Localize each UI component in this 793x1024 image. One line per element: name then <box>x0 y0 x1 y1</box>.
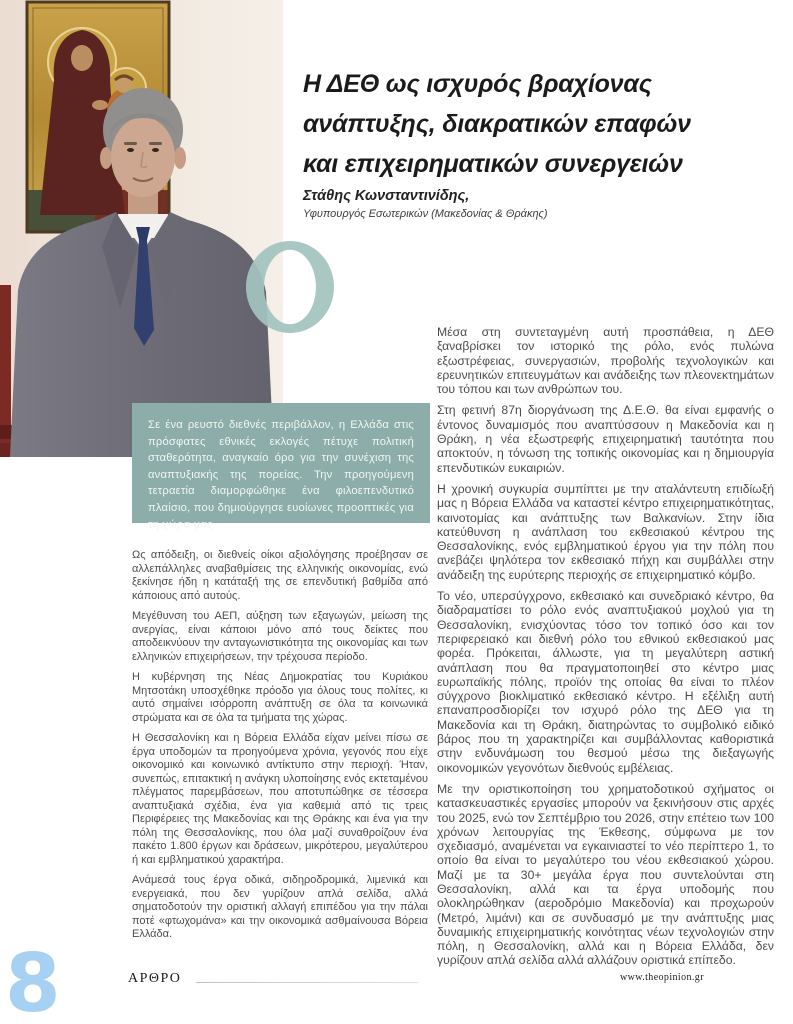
paragraph: Η κυβέρνηση της Νέας Δημοκρατίας του Κυριάκου Μητσοτάκη υποσχέθηκε πρόοδο για όλους τους πολίτες, κι αυτό σημαίνει ισόρροπη ανάπτυξη σε όλα τα κοινωνικά στρώματα και σε όλα τα τμήματα της χώρας. <box>132 671 428 724</box>
paragraph: Μεγέθυνση του ΑΕΠ, αύξηση των εξαγωγών, μείωση της ανεργίας, είναι κάποιοι μόνο από τους δείκτες που αποδεικνύουν την ανταγωνιστικότητα της οικονομίας και των ελληνικών επιχειρήσεων, την τρέχουσα περίοδο. <box>132 610 428 663</box>
section-label: ΑΡΘΡΟ <box>128 971 182 986</box>
paragraph: Το νέο, υπερσύγχρονο, εκθεσιακό και συνεδριακό κέντρο, θα διαδραματίσει το ρόλο ενός αναπτυξιακού μοχλού για τη Θεσσαλονίκη, ενισχύοντας τόσο τον τοπικό όσο και τον περιφερειακό και διεθνή ρόλο του εθνικού εκθεσιακού μας φορέα. Πρόκειται, άλλωστε, για τη μεγαλύτερη αστική ανάπλαση που θα πραγματοποιηθεί στο κέντρο μιας ευρωπαϊκής πόλης, προϊόν της οποίας θα είναι το πλέον σύγχρονο βιοκλιματικό εκθεσιακό κέντρο. Η εξέλιξη αυτή επαναπροσδιορίζει τον ισχυρό ρόλο της ΔΕΘ για τη Μακεδονία και τη Θράκη, διατηρώντας το συμβολικό ειδικό βάρος που τη χαρακτηρίζει και συμβάλλοντας καθοριστικά στην ενδυνάμωση του θεσμού μέσω της διεξαγωγής οικονομικών γεγονότων διεθνούς εμβέλειας. <box>437 589 774 775</box>
paragraph: Μέσα στη συντεταγμένη αυτή προσπάθεια, η ΔΕΘ ξαναβρίσκει τον ιστορικό της ρόλο, ενός πυλώνα εξωστρέφειας, συνεργασιών, προβολής τεχνολογικών και ερευνητικών επιτευγμάτων και ανάδειξης των πλεονεκτημάτων του τόπου και των ανθρώπων του. <box>437 325 774 397</box>
dropcap-o-icon <box>244 239 336 335</box>
intro-callout-box <box>132 403 430 531</box>
page-number: 8 <box>5 937 61 1024</box>
paragraph: Η χρονική συγκυρία συμπίπτει με την αταλάντευτη επιδίωξή μας η Βόρεια Ελλάδα να καταστεί κέντρο επιχειρηματικότητας, καινοτομίας και ανάπτυξης των Βαλκανίων. Στην ίδια κατεύθυνση η ανάπλαση του εκθεσιακού κέντρου της Θεσσαλονίκης, ενός εμβληματικού έργου για την πόλη που ανεβάζει ψηλότερα τον εκθεσιακό πήχη και συμβάλλει στην ανάδειξη της ευρύτερης περιοχής σε επιχειρηματικό κόμβο. <box>437 481 774 582</box>
author-name: Στάθης Κωνσταντινίδης, <box>303 188 470 204</box>
author-role: Υφυπουργός Εσωτερικών (Μακεδονίας & Θράκης) <box>303 208 548 220</box>
article-title-line-2: ανάπτυξης, διακρατικών επαφών <box>303 110 691 138</box>
article-title-line-1: Η ΔΕΘ ως ισχυρός βραχίονας <box>303 70 652 98</box>
website-url: www.theopinion.gr <box>620 972 704 983</box>
footer-divider-line <box>196 982 418 983</box>
article-header <box>303 64 743 220</box>
author-photo-graphic <box>0 0 283 457</box>
paragraph: Με την οριστικοποίηση του χρηματοδοτικού σχήματος οι κατασκευαστικές εργασίες μπορούν να ξεκινήσουν στις αρχές του 2025, ενώ τον Σεπτέμβριο του 2026, στην επέτειο των 100 χρόνων λειτουργίας της Έκθεσης, σύμφωνα με τον σχεδιασμό, αναμένεται να εγκαινιαστεί το νέο περίπτερο 1, το οποίο θα είναι το μεγαλύτερο του νέου εκθεσιακού χώρου. Μαζί με τα 30+ μεγάλα έργα που συντελούνται στη Θεσσαλονίκη, αλλά και τα έργα υποδομής που ολοκληρώθηκαν (αεροδρόμιο Μακεδονία) και προχωρούν (Μετρό, λιμάνι) και σε συνδυασμό με την ανάπτυξης μιας δυναμικής επιχειρηματικής κοινότητας νέων τεχνολογιών στην πόλη, η Θεσσαλονίκη, αλλά και η Βόρεια Ελλάδα, δεν γυρίζουν απλά σελίδα αλλά αλλάζουν οριστικά επίπεδο. <box>437 781 774 968</box>
paragraph: Η Θεσσαλονίκη και η Βόρεια Ελλάδα είχαν μείνει πίσω σε έργα υποδομών τα προηγούμενα χρόνια, γεγονός που είχε οικονομικό και κοινωνικό αντίκτυπο στην περιοχή. Ήταν, συνεπώς, επιτακτική η ανάγκη υλοποίησης ενός εκτεταμένου πλέγματος παρεμβάσεων, που αποτυπώθηκε σε τέσσερα αναπτυξιακά σχέδια, ένα για καθεμιά από τις τρεις Περιφέρειες της Μακεδονίας και της Θράκης και ένα για την πόλη της Θεσσαλονίκης, που όλα μαζί συναθροίζουν ένα πακέτο 1.800 έργων και δράσεων, μικρότερου, μεγαλύτερου ή και εμβληματικού χαρακτήρα. <box>132 732 428 866</box>
paragraph: Στη φετινή 87η διοργάνωση της Δ.Ε.Θ. θα είναι εμφανής ο έντονος δυναμισμός που αναπτύσσουν η Μακεδονία και η Θράκη, η νέα εξωστρεφής επιχειρηματική ταυτότητα που αποκτούν, η τόνωση της τοπικής οικονομίας και η δημιουργία επενδυτικών ευκαιριών. <box>437 403 774 475</box>
intro-callout-text: Σε ένα ρευστό διεθνές περιβάλλον, η Ελλάδα στις πρόσφατες εθνικές εκλογές πέτυχε πολιτική σταθερότητα, αναγκαίο όρο για την συνέχιση της αναπτυξιακής της πορείας. Την προηγούμενη τετραετία διαμορφώθηκε ένα φιλοεπενδυτικό πλαίσιο, που δημιούργησε ευοίωνες προοπτικές για τη χώρα μας. <box>148 419 414 531</box>
body-column-left <box>132 549 428 949</box>
paragraph: Ανάμεσά τους έργα οδικά, σιδηροδρομικά, λιμενικά και ενεργειακά, που δεν γυρίζουν απλά σελίδα, αλλά σηματοδοτούν την οριστική αλλαγή επιπέδου για την πάλαι ποτέ «φτωχομάνα» και την οικονομικά ασθμαίνουσα Βόρεια Ελλάδα. <box>132 874 428 940</box>
article-title-line-3: και επιχειρηματικών συνεργειών <box>303 150 683 178</box>
paragraph: Ως απόδειξη, οι διεθνείς οίκοι αξιολόγησης προέβησαν σε αλλεπάλληλες αναβαθμίσεις της ελληνικής οικονομίας, ενώ ξεκίνησε ήδη η κατάταξή της σε επενδυτική βαθμίδα από κάποιους από αυτούς. <box>132 549 428 602</box>
body-column-right <box>437 325 774 975</box>
author-photo <box>0 0 283 457</box>
